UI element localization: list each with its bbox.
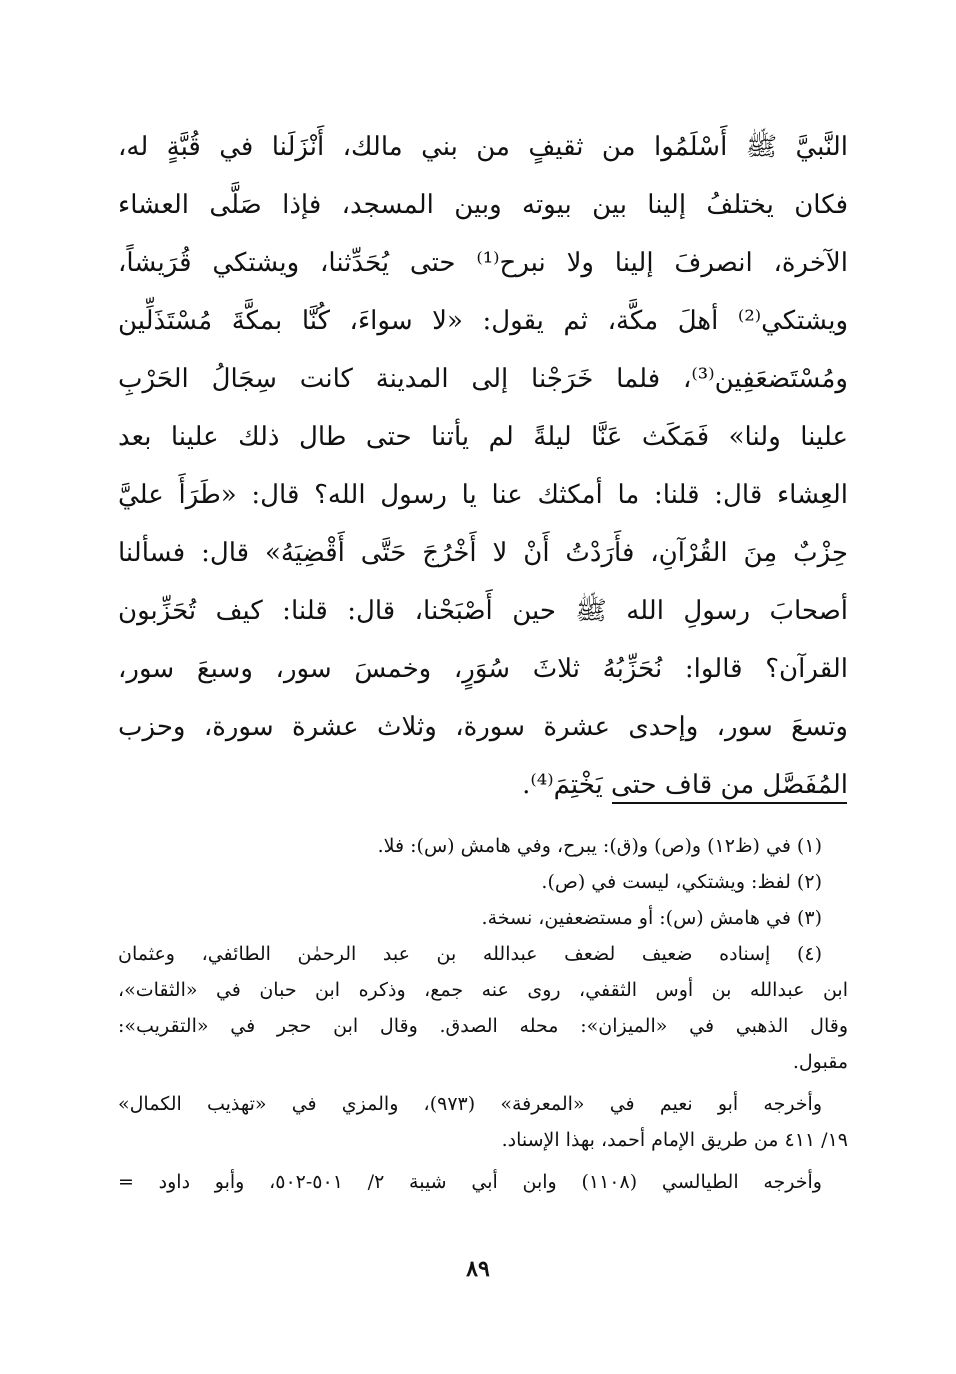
main-line: ويشتكي⁽²⁾ أهلَ مكَّة، ثم يقول: «لا سواءَ، كُنَّا بمكَّةَ مُسْتَذَلِّين <box>118 306 848 336</box>
main-line: القرآن؟ قالوا: نُحَزِّبُهُ ثلاثَ سُوَرٍ، وخمسَ سور، وسبعَ سور، <box>118 654 848 684</box>
footnote-4-line: وأخرجه الطيالسي (١١٠٨) وابن أبي شيبة ٢/ ٥٠١-٥٠٢، وأبو داود = <box>118 1171 822 1193</box>
main-line: وتسعَ سور، وإحدى عشرة سورة، وثلاث عشرة سورة، وحزب <box>118 712 848 742</box>
main-line: الآخرة، انصرفَ إلينا ولا نبرح⁽¹⁾ حتى يُحَدِّثنا، ويشتكي قُرَيشاً، <box>118 248 848 278</box>
main-text-block <box>118 118 848 814</box>
page-number: ٨٩ <box>466 1256 490 1282</box>
main-line: حِزْبٌ مِنَ القُرْآنِ، فأَرَدْتُ أَنْ لا أَخْرُجَ حَتَّى أَقْضِيَهُ» قال: فسألنا <box>118 538 849 568</box>
main-line: أصحابَ رسولِ الله ﷺ حين أَصْبَحْنا، قال: قلنا: كيف تُحَزِّبون <box>118 596 848 626</box>
footnote-4-line: وأخرجه أبو نعيم في «المعرفة» (٩٧٣)، والمزي في «تهذيب الكمال» <box>118 1093 822 1115</box>
footnotes-block <box>118 828 848 1200</box>
footnote-1: (١) في (ظ١٢) و(ص) و(ق): يبرح، وفي هامش (س): فلا. <box>377 835 822 857</box>
footnote-separator <box>612 802 847 804</box>
footnote-4-line: مقبول. <box>792 1051 848 1073</box>
main-line: العِشاء قال: قلنا: ما أمكثك عنا يا رسول الله؟ قال: «طَرَأَ عليَّ <box>118 480 848 510</box>
main-line: علينا ولنا» فَمَكَث عَنَّا ليلةً لم يأتنا حتى طال ذلك علينا بعد <box>118 422 848 452</box>
footnote-2: (٢) لفظ: ويشتكي، ليست في (ص). <box>541 871 822 893</box>
footnote-4: (٤) إسناده ضعيف لضعف عبدالله بن عبد الرحمٰن الطائفي، وعثمان <box>118 943 822 965</box>
footnote-4-line: ابن عبدالله بن أوس الثقفي، روى عنه جمع، وذكره ابن حبان في «الثقات»، <box>118 979 848 1001</box>
footnote-3: (٣) في هامش (س): أو مستضعفين، نسخة. <box>481 907 822 929</box>
footnote-4-line: وقال الذهبي في «الميزان»: محله الصدق. وقال ابن حجر في «التقريب»: <box>118 1015 848 1037</box>
main-line: فكان يختلفُ إلينا بين بيوته وبين المسجد، فإذا صَلَّى العشاء <box>118 190 848 220</box>
footnote-4-line: ١٩/ ٤١١ من طريق الإمام أحمد، بهذا الإسناد. <box>501 1129 848 1151</box>
main-line: النَّبيَّ ﷺ أَسْلَمُوا من ثقيفٍ من بني مالك، أَنْزَلَنا في قُبَّةٍ له، <box>118 132 848 162</box>
main-line: ومُسْتَضعَفِين⁽³⁾، فلما خَرَجْنا إلى المدينة كانت سِجَالُ الحَرْبِ <box>118 364 848 394</box>
main-line-last: المُفَصَّل من قاف حتى يَخْتِمَ⁽⁴⁾. <box>522 770 848 800</box>
